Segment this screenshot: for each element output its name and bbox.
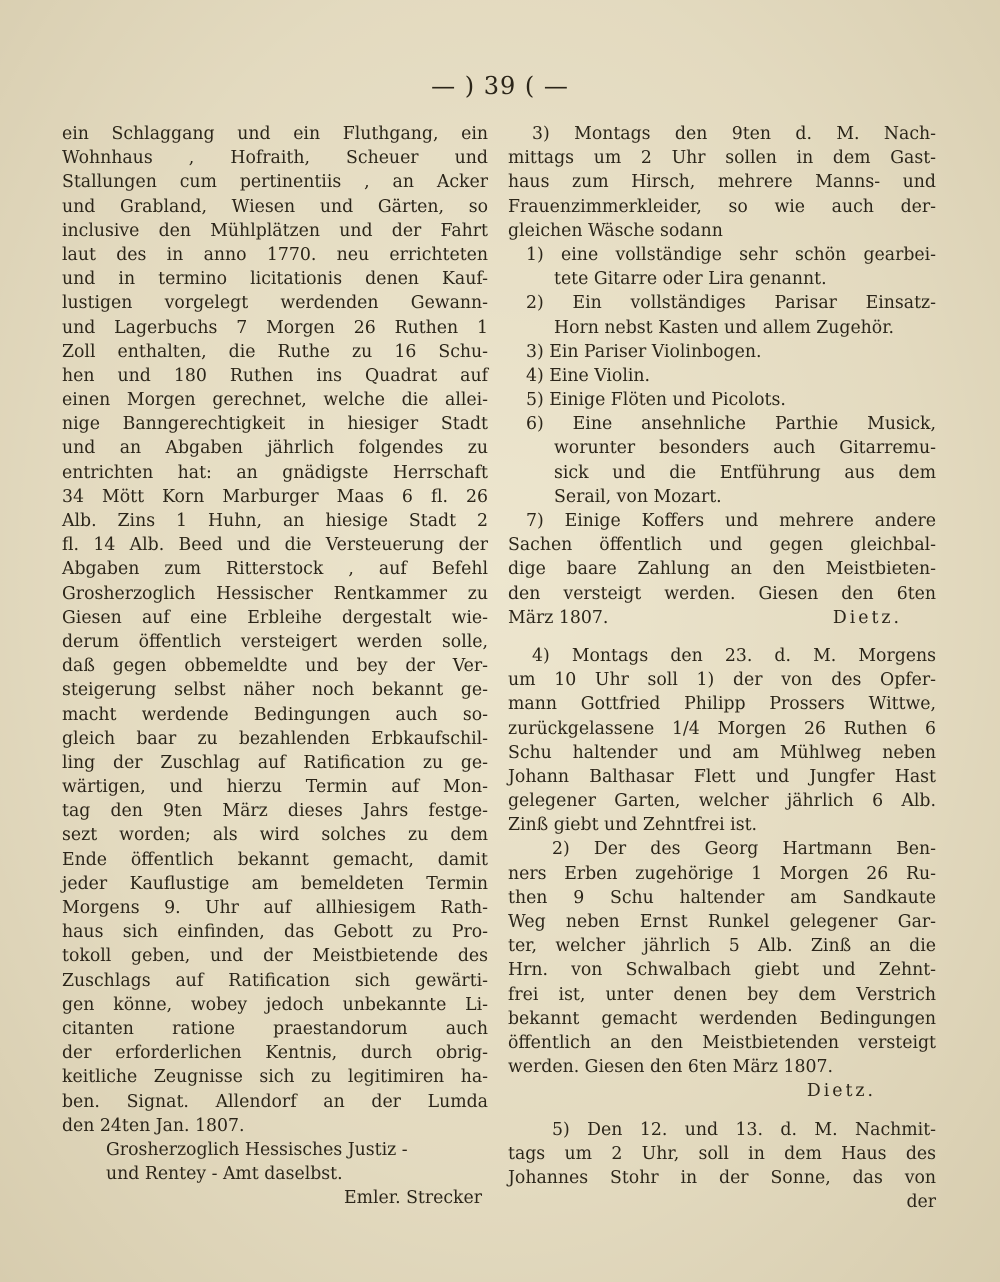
text-line: mittags um 2 Uhr sollen in dem Gast- — [508, 148, 936, 169]
catchword: der — [906, 1192, 936, 1213]
list-item-continuation: tete Gitarre oder Lira genannt. — [554, 269, 827, 290]
date-line: werden. Giesen den 6ten März 1807. — [508, 1057, 833, 1078]
notice-heading-line: 4) Montags den 23. d. M. Morgens — [532, 645, 936, 666]
text-line: gleichen Wäsche sodann — [508, 220, 723, 241]
list-item: 5) Einige Flöten und Picolots. — [526, 390, 786, 411]
text-line: jeder Kauflustige am bemeldeten Termin — [62, 873, 488, 894]
text-line: Giesen auf eine Erbleihe dergestalt wie- — [62, 607, 488, 628]
text-line: um 10 Uhr soll 1) der von des Opfer- — [508, 670, 936, 691]
text-line: macht werdende Bedingungen auch so- — [62, 704, 488, 725]
text-line: haus zum Hirsch, mehrere Manns- und — [508, 172, 936, 193]
page-number: — ) 39 ( — — [431, 72, 569, 100]
text-line: Frauenzimmerkleider, so wie auch der- — [508, 196, 936, 217]
text-line: Johann Balthasar Flett und Jungfer Hast — [508, 766, 936, 787]
text-line: steigerung selbst näher noch bekannt ge- — [62, 680, 488, 701]
list-item-continuation: sick und die Entführung aus dem — [554, 462, 936, 483]
list-item-continuation: Horn nebst Kasten und allem Zugehör. — [554, 317, 895, 338]
list-item: 2) Ein vollständiges Parisar Einsatz- — [526, 293, 936, 314]
text-line: einen Morgen gerechnet, welche die allei- — [62, 390, 488, 411]
text-line: Abgaben zum Ritterstock , auf Befehl — [62, 559, 488, 580]
spacer — [508, 630, 936, 644]
text-line: zurückgelassene 1/4 Morgen 26 Ruthen 6 — [508, 718, 936, 739]
text-line: der erforderlichen Kentnis, durch obrig- — [62, 1043, 488, 1064]
text-line: tag den 9ten März dieses Jahrs festge- — [62, 801, 488, 822]
text-line: ein Schlaggang und ein Fluthgang, ein — [62, 124, 488, 144]
list-item-continuation: worunter besonders auch Gitarremu- — [554, 438, 936, 459]
notice-5 — [508, 1118, 936, 1215]
notice-heading-line: 5) Den 12. und 13. d. M. Nachmit- — [552, 1119, 936, 1140]
signature-names: Emler. Strecker — [343, 1188, 482, 1209]
text-line: und Grabland, Wiesen und Gärten, so — [62, 196, 488, 217]
text-line: dige baare Zahlung an den Meistbieten- — [508, 559, 936, 580]
text-line: Sachen öffentlich und gegen gleichbal- — [508, 535, 936, 556]
text-line: frei ist, unter denen bey dem Verstrich — [508, 984, 936, 1005]
notice-3 — [508, 122, 936, 630]
date-line — [508, 606, 936, 630]
text-line: daß gegen obbemeldte und bey der Ver- — [62, 656, 488, 677]
text-line: den versteigt werden. Giesen den 6ten — [508, 583, 936, 604]
text-line: gleich baar zu bezahlenden Erbkaufschil- — [62, 728, 488, 749]
text-line: mann Gottfried Philipp Prossers Wittwe, — [508, 694, 936, 715]
text-line: haus sich einfinden, das Gebott zu Pro- — [62, 922, 488, 943]
text-line: ben. Signat. Allendorf an der Lumda — [62, 1091, 488, 1112]
text-line: tags um 2 Uhr, soll in dem Haus des — [508, 1143, 936, 1164]
text-line: keitliche Zeugnisse sich zu legitimiren ha- — [62, 1067, 488, 1088]
list-item-continuation: Serail, von Mozart. — [554, 486, 722, 507]
spacer — [508, 1104, 936, 1118]
text-line: und an Abgaben jährlich folgendes zu — [62, 438, 488, 459]
list-item: 3) Ein Pariser Violinbogen. — [526, 341, 762, 362]
text-line: Weg neben Ernst Runkel gelegener Gar- — [508, 912, 936, 932]
left-column — [62, 122, 488, 1210]
text-line: gen könne, wobey jedoch unbekannte Li- — [62, 994, 488, 1015]
signature-authority: und Rentey - Amt daselbst. — [106, 1164, 343, 1185]
list-item: 7) Einige Koffers und mehrere andere — [526, 511, 936, 531]
text-line: nige Banngerechtigkeit in hiesiger Stadt — [62, 414, 488, 435]
text-line: 34 Mött Korn Marburger Maas 6 fl. 26 — [62, 486, 488, 507]
text-line: entrichten hat: an gnädigste Herrschaft — [62, 462, 488, 483]
text-line: gelegener Garten, welcher jährlich 6 Alb. — [508, 791, 936, 812]
text-line: inclusive den Mühlplätzen und der Fahrt — [62, 220, 488, 241]
text-line: derum öffentlich versteigert werden solle, — [62, 631, 488, 652]
text-line: Hrn. von Schwalbach giebt und Zehnt- — [508, 960, 936, 981]
text-line: Schu haltender und am Mühlweg neben — [508, 742, 936, 763]
text-line: und in termino licitationis denen Kauf- — [62, 269, 488, 290]
notice-4 — [508, 644, 936, 1104]
text-line: Zinß giebt und Zehntfrei ist. — [508, 815, 758, 836]
text-line: wärtigen, und hierzu Termin auf Mon- — [62, 777, 488, 798]
text-line: Stallungen cum pertinentiis , an Acker — [62, 172, 488, 193]
right-column — [508, 122, 936, 1214]
text-line: Zoll enthalten, die Ruthe zu 16 Schu- — [62, 341, 488, 362]
text-line: fl. 14 Alb. Beed und die Versteuerung der — [62, 535, 488, 556]
text-line: lustigen vorgelegt werdenden Gewann- — [62, 293, 488, 314]
text-line: Alb. Zins 1 Huhn, an hiesige Stadt 2 — [62, 511, 488, 531]
text-line: und Lagerbuchs 7 Morgen 26 Ruthen 1 — [62, 317, 488, 338]
text-line: hen und 180 Ruthen ins Quadrat auf — [62, 365, 488, 386]
text-line: citanten ratione praestandorum auch — [62, 1018, 488, 1039]
text-line: den 24ten Jan. 1807. — [62, 1115, 245, 1136]
page-number-header — [0, 72, 1000, 108]
text-line: ling der Zuschlag auf Ratification zu ge- — [62, 752, 488, 773]
text-line: ners Erben zugehörige 1 Morgen 26 Ru- — [508, 863, 936, 884]
text-line: Zuschlags auf Ratification sich gewärti- — [62, 970, 488, 991]
text-line: Ende öffentlich bekannt gemacht, damit — [62, 849, 488, 870]
text-line: ter, welcher jährlich 5 Alb. Zinß an die — [508, 936, 936, 957]
text-line: 2) Der des Georg Hartmann Ben- — [552, 839, 936, 860]
text-line: then 9 Schu haltender am Sandkaute — [508, 887, 936, 908]
date-text: März 1807. — [508, 607, 609, 628]
signature: Dietz. — [832, 607, 902, 628]
list-item: 1) eine vollständige sehr schön gearbei- — [526, 244, 936, 265]
text-line: öffentlich an den Meistbietenden versteigt — [508, 1032, 936, 1053]
text-line: Grosherzoglich Hessischer Rentkammer zu — [62, 583, 488, 604]
text-line: Morgens 9. Uhr auf allhiesigem Rath- — [62, 898, 488, 918]
text-line: Johannes Stohr in der Sonne, das von — [508, 1167, 936, 1188]
list-item: 6) Eine ansehnliche Parthie Musick, — [526, 414, 936, 435]
text-line: laut des in anno 1770. neu errichteten — [62, 244, 488, 265]
notice-heading-line: 3) Montags den 9ten d. M. Nach- — [532, 124, 936, 144]
text-line: Wohnhaus , Hofraith, Scheuer und — [62, 148, 488, 169]
text-line: tokoll geben, und der Meistbietende des — [62, 946, 488, 967]
signature: Dietz. — [806, 1081, 876, 1102]
text-line: bekannt gemacht werdenden Bedingungen — [508, 1008, 936, 1029]
text-line: sezt worden; als wird solches zu dem — [62, 825, 488, 846]
list-item: 4) Eine Violin. — [526, 365, 651, 386]
signature-authority: Grosherzoglich Hessisches Justiz - — [106, 1139, 408, 1160]
